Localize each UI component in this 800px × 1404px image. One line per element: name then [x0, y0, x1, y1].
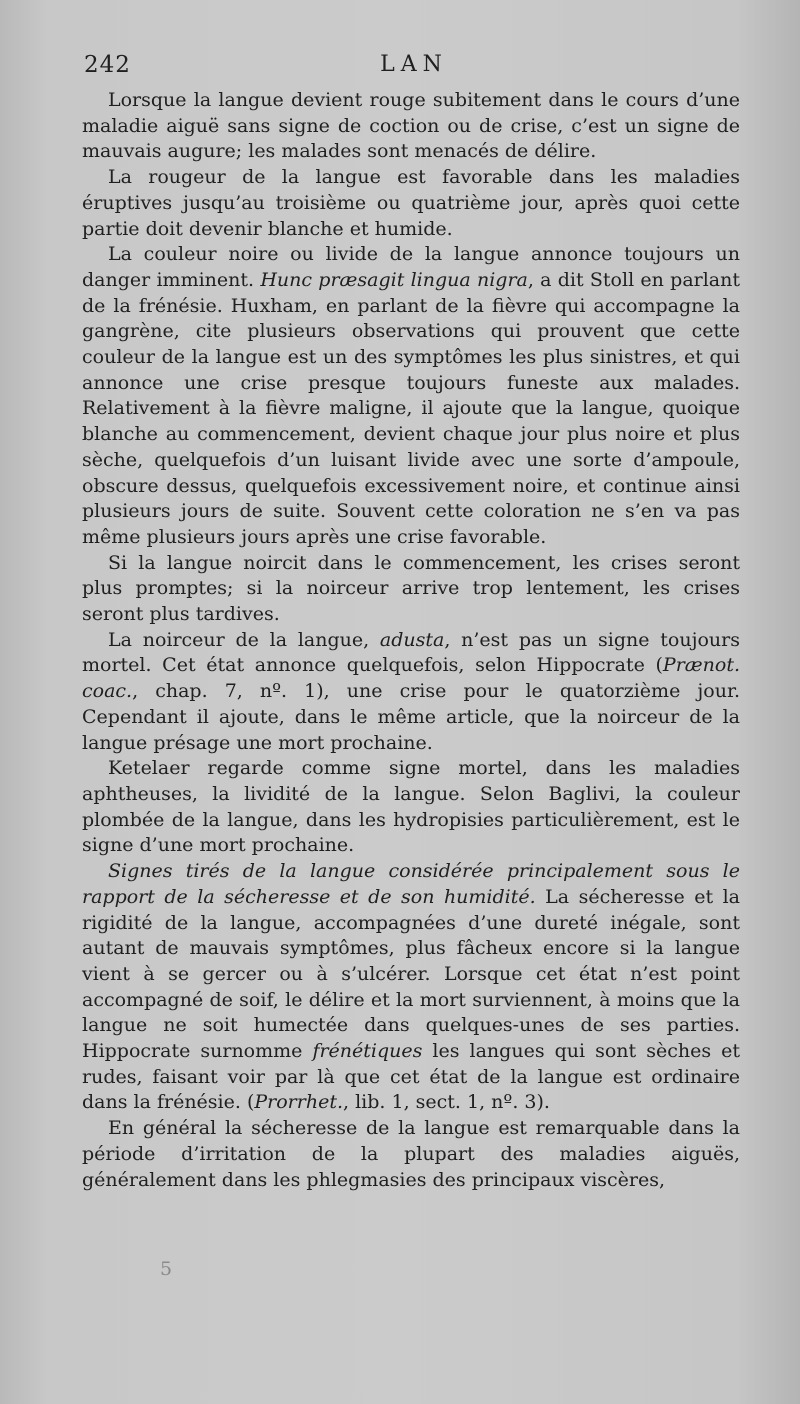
paragraph — [82, 859, 740, 1116]
paragraph — [82, 88, 740, 165]
paragraph — [82, 756, 740, 859]
text-segment: La sécheresse et la rigidité de la langue, accompagnées d’une dureté inégale, sont autant de mauvais symptômes, plus fâcheux encore si la langue vient à se gercer ou à s’ulcérer. Lorsque cet état n’est point accompagné de soif, le délire et la mort surviennent, à moins que la langue ne soit humectée dans quelques-unes de ses parties. Hippocrate surnomme — [82, 885, 740, 1063]
text-segment: Lorsque la langue devient rouge subitement dans le cours d’une maladie aiguë sans signe de coction ou de crise, c’est un signe de mauvais augure; les malades sont menacés de délire. — [82, 89, 740, 163]
body-text — [82, 88, 740, 1193]
italic-text: frénétiques — [312, 1040, 423, 1063]
italic-text: Prænot. coac. — [82, 654, 740, 703]
running-head: LAN — [380, 52, 448, 77]
text-segment: Si la langue noircit dans le commencement, les crises seront plus promptes; si la noirceur arrive trop lentement, les crises seront plus tardives. — [82, 551, 740, 626]
text-segment: La couleur noire ou livide de la langue annonce toujours un danger imminent. — [82, 243, 740, 291]
text-segment: , chap. 7, nº. 1), une crise pour le quatorzième jour. Cependant il ajoute, dans le même article, que la noirceur de la langue présage une mort prochaine. — [82, 680, 740, 754]
text-segment: Ketelaer regarde comme signe mortel, dans les maladies aphtheuses, la lividité de la langue. Selon Baglivi, la couleur plombée de la langue, dans les hydropisies particulièrement, est le signe d’une mort prochaine. — [82, 757, 740, 857]
text-segment: En général la sécheresse de la langue est remarquable dans la période d’irritation de la plupart des maladies aiguës, généralement dans les phlegmasies des principaux viscères, — [82, 1117, 740, 1191]
paragraph — [82, 242, 740, 550]
text-segment: , n’est pas un signe toujours mortel. Cet état annonce quelquefois, selon Hippocrate ( — [82, 628, 740, 677]
signature-mark: 5 — [160, 1258, 173, 1280]
paragraph — [82, 165, 740, 242]
text-segment: les langues qui sont sèches et rudes, faisant voir par là que cet état de la langue est ordinaire dans la frénésie. ( — [82, 1040, 740, 1114]
text-segment: , a dit Stoll en parlant de la frénésie. Huxham, en parlant de la fièvre qui accompagne la gangrène, cite plusieurs observations qui prouvent que cette couleur de la langue est un des symptômes les plus sinistres, et qui annonce une crise presque toujours funeste aux malades. Relativement à la fièvre maligne, il ajoute que la langue, quoique blanche au commencement, devient chaque jour plus noire et plus sèche, quelquefois d’un luisant livide avec une sorte d’ampoule, obscure dessus, quelquefois excessivement noire, et continue ainsi plusieurs jours de suite. Souvent cette coloration ne s’en va pas même plusieurs jours après une crise favorable. — [82, 268, 741, 548]
italic-text: adusta — [379, 628, 445, 651]
page-number: 242 — [84, 52, 131, 78]
italic-text: Signes tirés de la langue considérée principalement sous le rapport de la sécheresse et de son humidité. — [82, 860, 740, 908]
page-header — [84, 52, 744, 82]
text-segment: La rougeur de la langue est favorable dans les maladies éruptives jusqu’au troisième ou quatrième jour, après quoi cette partie doit devenir blanche et humide. — [82, 166, 740, 240]
text-segment: , lib. 1, sect. 1, nº. 3). — [343, 1091, 550, 1114]
text-segment: La noirceur de la langue, — [108, 628, 380, 651]
paragraph — [82, 551, 740, 628]
italic-text: Prorrhet. — [254, 1091, 344, 1114]
italic-text: Hunc præsagit lingua nigra — [260, 268, 528, 291]
paragraph — [82, 628, 740, 757]
paragraph — [82, 1116, 740, 1193]
